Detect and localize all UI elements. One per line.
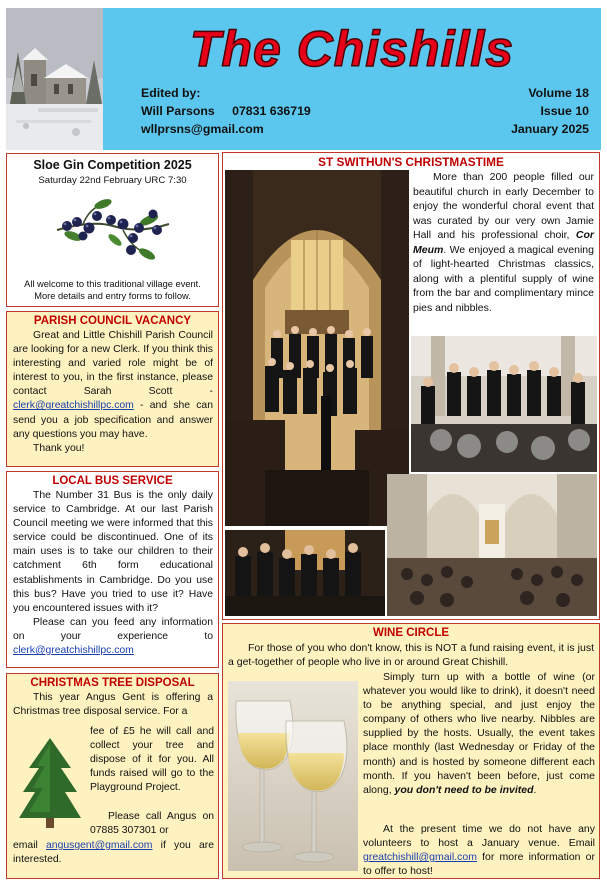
st-swithuns-text: More than 200 people filled our beautiful church in early December to enjoy the wonderful choral event that was curated by our very own Jamie Hall and his professional choir, Cor Meum. We enjoyed a magical evening of light-hearted Christmas classics, along with a plentiful supply of wine from the bar and complimentary mince pies and nibbles. xyxy=(413,171,594,314)
parish-thanks: Thank you! xyxy=(33,442,85,454)
sloe-gin-details: More details and entry forms to follow. xyxy=(34,291,191,301)
parish-vacancy-box xyxy=(6,311,219,467)
sloe-berries-picture xyxy=(53,190,173,268)
choir-close-photo xyxy=(225,530,385,616)
church-nave-photo xyxy=(387,474,597,616)
wine-circle-box xyxy=(222,623,600,879)
parish-vacancy-title: PARISH COUNCIL VACANCY xyxy=(33,315,192,327)
christmas-tree-picture xyxy=(15,734,85,830)
wine-circle-volunteers: At the present time we do not have any volunteers to host a January venue. Email greatchishill@gmail.com for more information or to offer to host! xyxy=(363,823,595,878)
wine-glasses-photo xyxy=(228,681,358,871)
editor-phone: 07831 636719 xyxy=(232,104,311,118)
wine-invited-emphasis: you don't need to be invited xyxy=(394,783,534,796)
bus-feedback-text: Please can you feed any information on your experience to clerk@greatchishillpc.com xyxy=(13,616,213,657)
tree-disposal-box xyxy=(6,673,219,879)
tree-disposal-intro: This year Angus Gent is offering a Christmas tree disposal service. For a xyxy=(13,692,213,718)
parish-clerk-email-link[interactable]: clerk@greatchishillpc.com xyxy=(13,400,134,412)
sloe-gin-box xyxy=(6,153,219,307)
issue-block xyxy=(511,84,589,138)
volume-label: Volume 18 xyxy=(528,86,589,100)
header-band xyxy=(103,8,601,150)
st-swithuns-box xyxy=(222,152,600,620)
tree-disposal-email: email angusgent@gmail.com if you are interested. xyxy=(13,840,214,866)
choir-singing-photo xyxy=(411,336,597,472)
church-interior-photo xyxy=(225,170,409,526)
angus-email-link[interactable]: angusgent@gmail.com xyxy=(46,840,153,851)
date-label: January 2025 xyxy=(511,122,589,136)
edited-by-label: Edited by: xyxy=(141,86,201,100)
sloe-gin-date: Saturday 22nd February URC 7:30 xyxy=(38,175,187,186)
sloe-gin-welcome: All welcome to this traditional village event. xyxy=(24,279,201,289)
wine-circle-intro: For those of you who don't know, this is NOT a fund raising event, it is just a get-together of people who live in or around Great Chishill. xyxy=(228,642,594,669)
wine-circle-title: WINE CIRCLE xyxy=(372,627,450,639)
issue-label: Issue 10 xyxy=(540,104,589,118)
bus-service-text: The Number 31 Bus is the only daily service to Cambridge. At our last Parish Council meeting we were informed that this service could be discontinued. One of its main uses is to take our children to their catchment 6th form educational establishments in Cambridge. Do you use this bus? Have you tried to use it? Have you encountered issues with it? xyxy=(13,490,213,614)
church-snow-photo xyxy=(6,8,103,150)
tree-disposal-title: CHRISTMAS TREE DISPOSAL xyxy=(30,677,195,689)
choir-name: Cor Meum xyxy=(413,229,594,256)
masthead-title: The Chishills xyxy=(189,21,515,77)
editor-name: Will Parsons xyxy=(141,104,215,118)
editor-block xyxy=(141,84,311,138)
tree-disposal-call: Please call Angus on 07885 307301 or xyxy=(90,811,214,837)
tree-disposal-details: fee of £5 he will call and collect your tree and dispose of it for you. All funds raised will go to the Playground Project. xyxy=(90,726,214,794)
st-swithuns-title: ST SWITHUN'S CHRISTMASTIME xyxy=(318,155,504,169)
wine-email-link[interactable]: greatchishill@gmail.com xyxy=(363,851,477,864)
wine-circle-details: Simply turn up with a bottle of wine (or whatever you would like to drink), it doesn't need to be anything special, and just enjoy the company of others who live nearby. Nibbles are supplied by the hosts. Usually, the event takes place monthly (last Wednesday or Friday of the month) and is hosted by someone different each month. If you haven't been before, just come along, you don't need to be invited. xyxy=(363,671,595,796)
editor-email[interactable]: wllprsns@gmail.com xyxy=(141,122,264,136)
bus-clerk-email-link[interactable]: clerk@greatchishillpc.com xyxy=(13,645,134,657)
bus-service-title: LOCAL BUS SERVICE xyxy=(52,475,173,487)
editor-contact xyxy=(141,102,311,120)
bus-service-box xyxy=(6,471,219,668)
parish-vacancy-text: Great and Little Chishill Parish Council are looking for a new Clerk. If you think this interesting and varied role might be of interest to you, in the first instance, please contact Sarah Scott - clerk@greatchishillpc.com - and she can send you a job specification and answer any questions you may have. xyxy=(13,330,213,440)
sloe-gin-title: Sloe Gin Competition 2025 xyxy=(33,158,192,172)
